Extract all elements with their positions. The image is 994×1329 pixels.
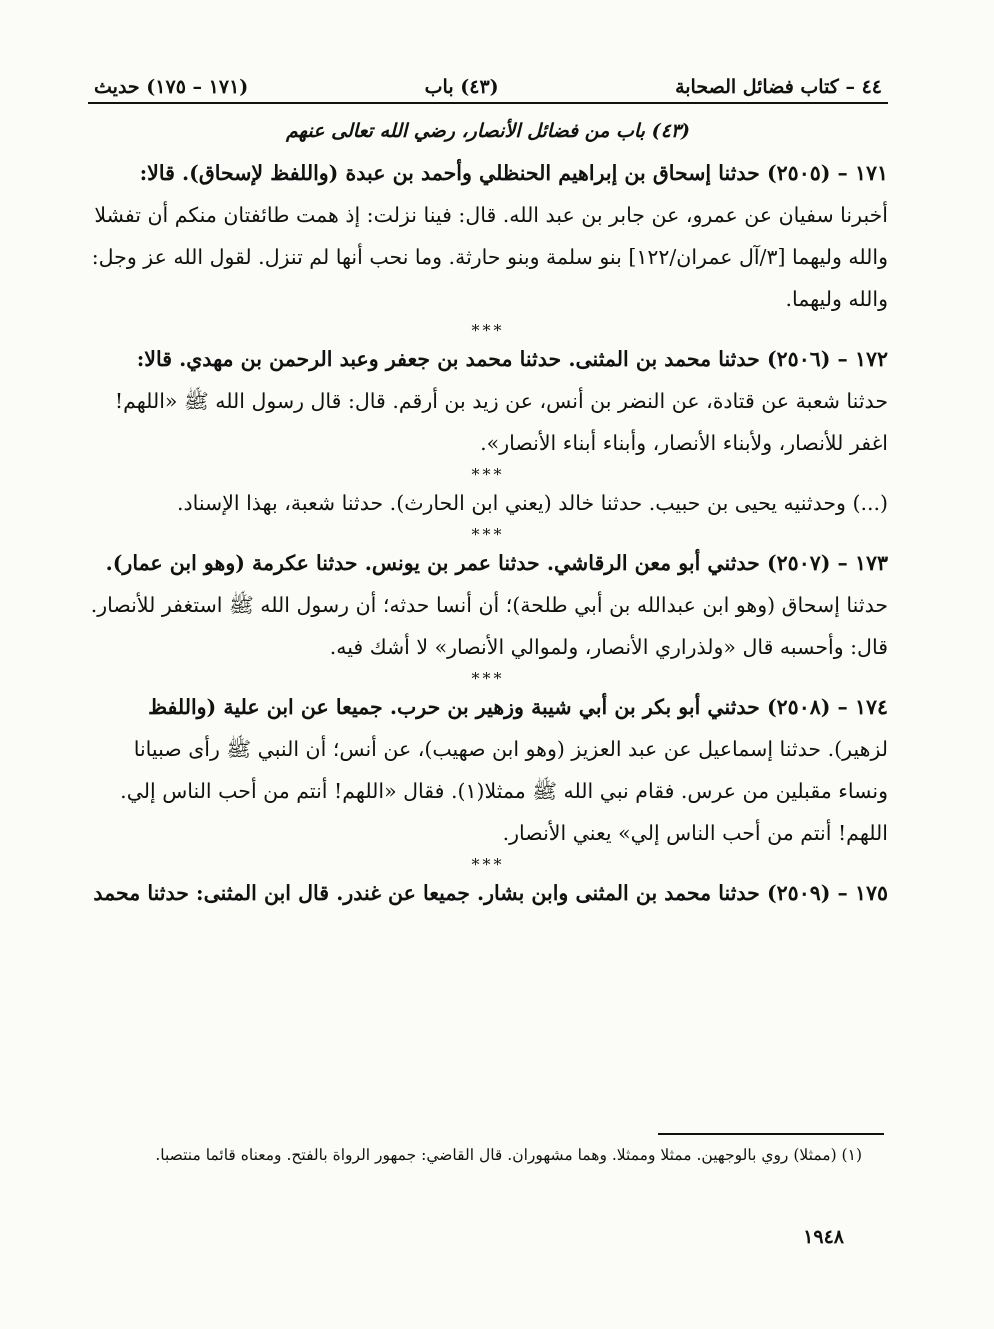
running-header xyxy=(88,68,888,104)
separator: *** xyxy=(471,855,505,874)
text-line: والله وليهما. xyxy=(785,287,888,311)
text-line: والله وليهما [٣/آل عمران/١٢٢] بنو سلمة وبنو حارثة. وما نحب أنها لم تنزل. لقول الله عز وجل: xyxy=(91,245,888,269)
text-line: ١٧٣ – (٢٥٠٧) حدثني أبو معن الرقاشي. حدثنا عمر بن يونس. حدثنا عكرمة (وهو ابن عمار). xyxy=(105,551,888,575)
text-line: ١٧١ – (٢٥٠٥) حدثنا إسحاق بن إبراهيم الحنظلي وأحمد بن عبدة (واللفظ لإسحاق). قالا: xyxy=(139,161,888,185)
footnote: (١) (ممثلا) روي بالوجهين. ممثلا وممثلا. وهما مشهوران. قال القاضي: جمهور الرواة بالفتح. ومعناه قائما منتصبا. xyxy=(155,1146,862,1164)
page xyxy=(88,68,888,914)
text-line: حدثنا شعبة عن قتادة، عن النضر بن أنس، عن زيد بن أرقم. قال: قال رسول الله ﷺ «اللهم! xyxy=(114,389,888,413)
text-line: اغفر للأنصار، ولأبناء الأنصار، وأبناء أبناء الأنصار». xyxy=(480,431,888,455)
hadith-172-variant xyxy=(88,482,888,524)
page-number: ١٩٤٨ xyxy=(803,1226,844,1248)
text-line: أخبرنا سفيان عن عمرو، عن جابر بن عبد الله. قال: فينا نزلت: إذ همت طائفتان منكم أن تفشلا xyxy=(94,203,888,227)
text-line: اللهم! أنتم من أحب الناس إلي» يعني الأنصار. xyxy=(502,821,888,845)
text-line: قال: وأحسبه قال «ولذراري الأنصار، ولموالي الأنصار» لا أشك فيه. xyxy=(329,635,888,659)
header-hadith-range: (١٧١ – ١٧٥) حديث xyxy=(94,76,249,98)
text-line: لزهير). حدثنا إسماعيل عن عبد العزيز (وهو ابن صهيب)، عن أنس؛ أن النبي ﷺ رأى صبيانا xyxy=(133,737,888,761)
separator: *** xyxy=(471,525,505,544)
text-line: ١٧٤ – (٢٥٠٨) حدثني أبو بكر بن أبي شيبة وزهير بن حرب. جميعا عن ابن علية (واللفظ xyxy=(148,695,888,719)
text-line: حدثنا إسحاق (وهو ابن عبدالله بن أبي طلحة)؛ أن أنسا حدثه؛ أن رسول الله ﷺ استغفر للأنصار. xyxy=(90,593,888,617)
hadith-175 xyxy=(88,872,888,914)
hadith-171 xyxy=(88,152,888,320)
hadith-174 xyxy=(88,686,888,854)
text-line: ١٧٢ – (٢٥٠٦) حدثنا محمد بن المثنى. حدثنا محمد بن جعفر وعبد الرحمن بن مهدي. قالا: xyxy=(136,347,888,371)
header-chapter: (٤٣) باب xyxy=(424,76,499,98)
hadith-172 xyxy=(88,338,888,464)
chapter-title: (٤٣) باب من فضائل الأنصار، رضي الله تعالى عنهم xyxy=(286,120,690,142)
separator: *** xyxy=(471,669,505,688)
hadith-173 xyxy=(88,542,888,668)
text-line: ١٧٥ – (٢٥٠٩) حدثنا محمد بن المثنى وابن بشار. جميعا عن غندر. قال ابن المثنى: حدثنا محمد xyxy=(93,881,888,905)
text-line: ونساء مقبلين من عرس. فقام نبي الله ﷺ ممثلا(١). فقال «اللهم! أنتم من أحب الناس إلي. xyxy=(120,779,888,803)
separator: *** xyxy=(471,321,505,340)
footnote-divider xyxy=(658,1133,884,1135)
header-book: ٤٤ – كتاب فضائل الصحابة xyxy=(675,76,882,98)
text-line: (...) وحدثنيه يحيى بن حبيب. حدثنا خالد (يعني ابن الحارث). حدثنا شعبة، بهذا الإسناد. xyxy=(176,491,888,515)
separator: *** xyxy=(471,465,505,484)
